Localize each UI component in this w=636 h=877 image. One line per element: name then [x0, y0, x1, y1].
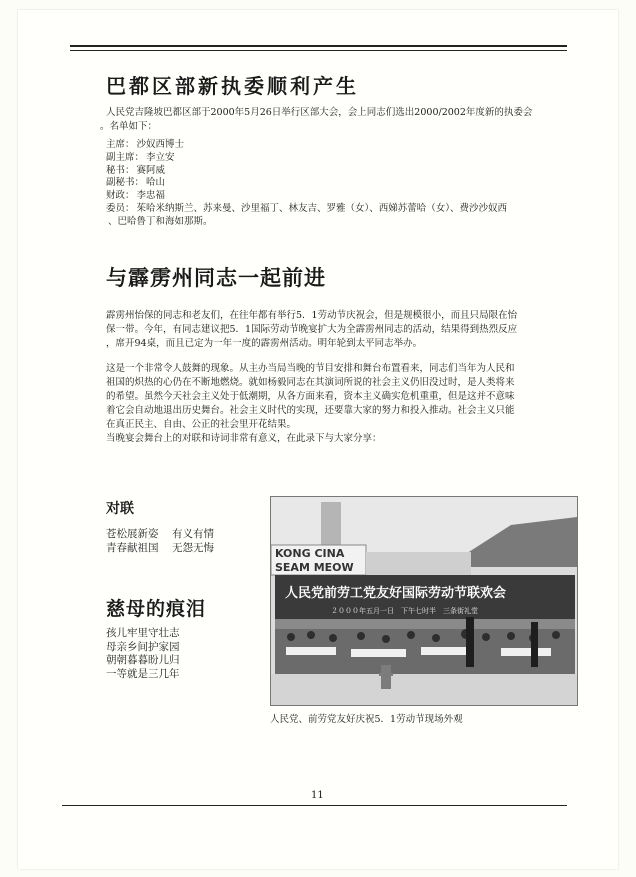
- committee-member: 主席： 沙奴西博士: [106, 139, 185, 150]
- poem-line: 朝朝暮暮盼儿归: [106, 654, 180, 667]
- committee-member: 、巴哈鲁丁和海如那斯。: [108, 215, 213, 227]
- section-title-perak: 与霹雳州同志一起前进: [106, 266, 326, 290]
- committee-member: 副主席： 李立安: [106, 151, 175, 163]
- paragraph-perak-1: 霹雳州怡保的同志和老友们，在往年都有举行5．1劳动节庆祝会，但是规模很小，而且只局限在怡 保一带。今年，有同志建议把5．1国际劳动节晚宴扩大为全霹雳州同志的活动，结果得到热烈反应 ，席开94桌，而且已定为一年一度的霹雳州活动。明年轮到太平同志举办。: [106, 310, 518, 349]
- paragraph-perak-3: 当晚宴会舞台上的对联和诗词非常有意义，在此录下与大家分享：: [106, 433, 382, 444]
- section-title-batu-branch: 巴都区部新执委顺利产生: [106, 74, 359, 98]
- shop-sign-text: SEAM MEOW: [275, 561, 354, 574]
- photo-caption: 人民党、前劳党友好庆祝5．1劳动节现场外观: [270, 714, 463, 725]
- event-photo-image: [271, 497, 577, 705]
- committee-member: 委员： 茱哈米纳斯兰、苏来曼、沙里福丁、林友吉、罗雅（女）、西娣苏蕾哈（女）、费沙沙奴西: [106, 202, 508, 214]
- poem-lines: [106, 627, 180, 681]
- poem-line: 一等就是三几年: [106, 667, 180, 680]
- paragraph-perak-2: 这是一个非常令人鼓舞的现象。从主办当局当晚的节目安排和舞台布置看来，同志们当年为人民和 祖国的炽热的心仍在不断地燃烧。就如杨毅同志在其演词所说的社会主义仍旧没过时，是人类将来 的希望。虽然今天社会主义处于低潮期，从各方面来看，资本主义确实危机重重，但是这并不意味 着它会自动地退出历史舞台。社会主义时代的实现，还要靠大家的努力和投入推动。社会主义只能 在真正民主、自由、公正的社会里开花结果。: [106, 363, 515, 430]
- banner-text: 人民党前劳工党友好国际劳动节联欢会: [285, 586, 507, 601]
- header-rule-thin: [70, 50, 567, 51]
- intro-line: 。名单如下：: [100, 121, 158, 132]
- event-photo: [270, 496, 578, 706]
- footer-rule: [62, 805, 567, 806]
- couplet-line: 青春献祖国 无怨无悔: [106, 542, 214, 554]
- poem-line: 孩儿牢里守壮志: [106, 627, 180, 639]
- committee-member: 秘书： 赛阿威: [106, 164, 166, 176]
- shop-sign-text: KONG CINA: [275, 547, 345, 560]
- intro-line: 人民党吉隆坡巴都区部于2000年5月26日举行区部大会，会上同志们选出2000/2002年度新的执委会: [106, 107, 533, 118]
- banner-subtext: ２０００年五月一日 下午七时半 三条街礼堂: [331, 607, 478, 615]
- page-number: 11: [311, 790, 324, 801]
- poem-title: 慈母的痕泪: [106, 598, 207, 620]
- committee-member: 财政： 李忠福: [106, 190, 166, 202]
- committee-member: 副秘书： 哈山: [106, 177, 166, 189]
- couplet-lines: [106, 527, 238, 555]
- header-rule: [70, 45, 567, 47]
- couplet-title: 对联: [106, 501, 134, 517]
- committee-list: [106, 139, 507, 229]
- couplet-line: 苍松展新姿 有义有情: [106, 528, 214, 540]
- poem-line: 母亲乡间护家园: [106, 640, 180, 653]
